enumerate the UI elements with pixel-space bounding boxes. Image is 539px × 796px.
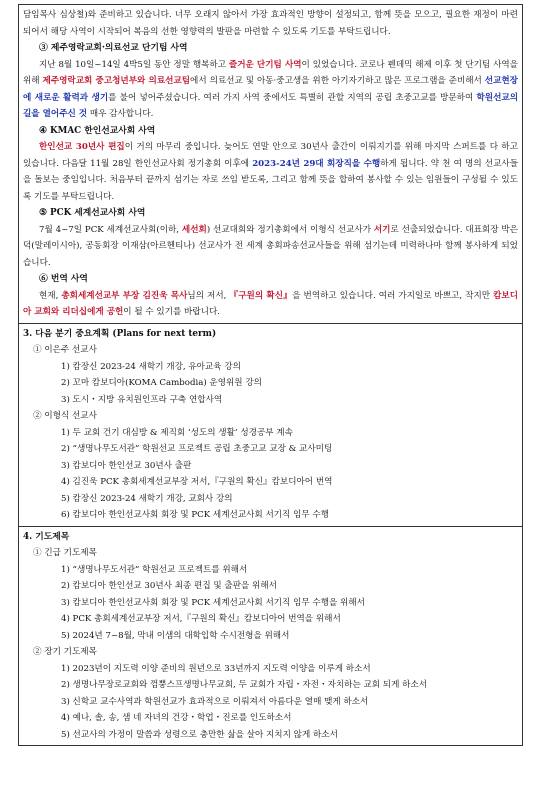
list-item: 1) 두 교회 건기 대심방 & 제직회 ‘성도의 생활’ 성경공부 계속 [61, 427, 293, 438]
list-item: 5) 캄장신 2023-24 새학기 개강, 교회사 강의 [61, 493, 233, 504]
plans-group-label: ① 이은주 선교사 [33, 345, 97, 355]
list-item: 5) 선교사의 가정이 말씀과 성령으로 충만한 삶을 살아 지치지 않게 하소서 [61, 729, 338, 740]
prayer-group [23, 644, 518, 743]
plans-group [23, 342, 518, 408]
plans-group-label: ② 이형식 선교사 [33, 411, 97, 421]
plans-heading: 3. 다음 분기 중요계획 (Plans for next term) [23, 328, 217, 339]
prayer-heading: 4. 기도제목 [23, 531, 70, 542]
list-item: 1) 2023년이 지도력 이양 준비의 원년으로 33년까지 지도력 이양을 이루게 하소서 [61, 663, 371, 674]
paragraph-pck: 7월 4~7일 PCK 세계선교사회(이하, 세선회) 선교대회와 정기총회에서 이형식 선교사가 서기로 선출되었습니다. 대표회장 박은덕(말레이시아), 공동회장 이재삼(아르헨티나) 선교사가 전 세계 총회파송선교사들을 위해 섬기는데 미력하나마 함께 봉사하게 되었습니다. [23, 224, 518, 268]
plans-cell [19, 324, 522, 527]
list-item: 3) 신학교 교수사역과 학원선교가 효과적으로 이뤄져서 아름다운 열매 맺게 하소서 [61, 696, 369, 707]
list-item: 2) 꼬마 캄보디아(KOMA Cambodia) 운영위원 강의 [61, 378, 262, 388]
list-item: 3) 캄보디아 한인선교사회 회장 및 PCK 세계선교사회 서기직 임무 수행을 위해서 [61, 597, 365, 608]
paragraph-jeju-short-term: 지난 8월 10일~14일 4박5일 동안 정말 행복하고 즐거운 단기팀 사역이 있었습니다. 코로나 펜데믹 해제 이후 첫 단기팀 사역을 위해 제주영락교회 중고청년부와 의료선교팀에서 의료선교 및 아동·중고생을 위한 아기자기하고 많은 프로그램을 준비해서 선교현장에 새로운 활력과 생기를 불어 넣어주셨습니다. 여러 가지 사역 중에서도 특별히 관할 지역의 공립 초중고교를 방문하여 학원선교의 길을 열어주신 것 매우 감사합니다. [23, 59, 518, 119]
paragraph-kmac: 한인선교 30년사 편집이 거의 마무리 중입니다. 늦어도 연말 안으로 30년사 출간이 이뤄지기를 위해 마지막 스퍼트를 다 하고 있습니다. 다음달 11월 28일 한인선교사회 정기총회 이후에 2023-24년 29대 회장직을 수행하게 됩니다. 약 천 여 명의 선교사들을 돌보는 중임입니다. 처음부터 끝까지 섬기는 자로 쓰임 받도록, 그리고 함께 뜻을 합하여 봉사할 수 있는 임원들이 구성될 수 있도록 기도를 부탁드립니다. [23, 142, 519, 202]
list-item: 2) 캄보디아 한인선교 30년사 최종 편집 및 출판을 위해서 [61, 581, 277, 591]
plans-group [23, 408, 518, 524]
list-item: 4) 김진욱 PCK 총회세계선교부장 저서,『구원의 확신』캄보디아어 번역 [61, 477, 333, 487]
list-item: 2) “생명나무도서관” 학원선교 프로젝트 공립 초중고교 교장 & 교사미팅 [61, 444, 333, 454]
list-item: 6) 캄보디아 한인선교사회 회장 및 PCK 세계선교사회 서기직 임무 수행 [61, 510, 330, 520]
paragraph-continued: 담임목사 심상철)와 준비하고 있습니다. 너무 오래지 않아서 가장 효과적인 방향이 설정되고, 함께 뜻을 모으고, 필요한 재정이 마련되어서 해당 사역이 시작되어 복음의 선한 영향력의 발판을 마련할 수 있도록 기도를 부탁드립니다. [23, 10, 518, 37]
prayer-group-label: ② 장기 기도제목 [33, 647, 97, 657]
list-item: 4) PCK 총회세계선교부장 저서,『구원의 확신』캄보디아어 번역을 위해서 [61, 614, 341, 624]
list-item: 5) 2024년 7~8월, 막내 이샘의 대학입학 수시전형을 위해서 [61, 630, 290, 641]
list-item: 3) 도시・지방 유치원인프라 구축 연합사역 [61, 394, 223, 405]
paragraph-translation: 현재, 총회세계선교부 부장 김진욱 목사님의 저서, 『구원의 확신』을 번역하고 있습니다. 여러 가지일로 바쁘고, 작지만 캄보디아 교회와 리더십에게 공헌이 될 수 있기를 바랍니다. [23, 290, 519, 317]
list-item: 4) 예나, 솔, 송, 샘 네 자녀의 건강・학업・진로를 인도하소서 [61, 713, 292, 723]
list-item: 1) “생명나무도서관” 학원선교 프로젝트를 위해서 [61, 564, 248, 575]
heading-pck: ⑤ PCK 세계선교사회 사역 [39, 208, 146, 218]
report-table [18, 4, 523, 746]
heading-jeju-short-term: ③ 제주영락교회·의료선교 단기팀 사역 [39, 43, 188, 53]
prayer-group-label: ① 긴급 기도제목 [33, 548, 97, 558]
prayer-group [23, 545, 518, 644]
heading-kmac: ④ KMAC 한인선교사회 사역 [39, 125, 156, 136]
list-item: 3) 캄보디아 한인선교 30년사 출판 [61, 460, 192, 471]
prayer-cell [19, 527, 522, 746]
list-item: 1) 캄장신 2023-24 새학기 개강, 유아교육 강의 [61, 361, 241, 372]
heading-translation: ⑥ 번역 사역 [39, 274, 88, 284]
list-item: 2) 생명나무장로교회와 껌뿡스프생명나무교회, 두 교회가 자립・자전・자치하는 교회 되게 하소서 [61, 680, 428, 690]
ministry-report-cell [19, 5, 522, 324]
